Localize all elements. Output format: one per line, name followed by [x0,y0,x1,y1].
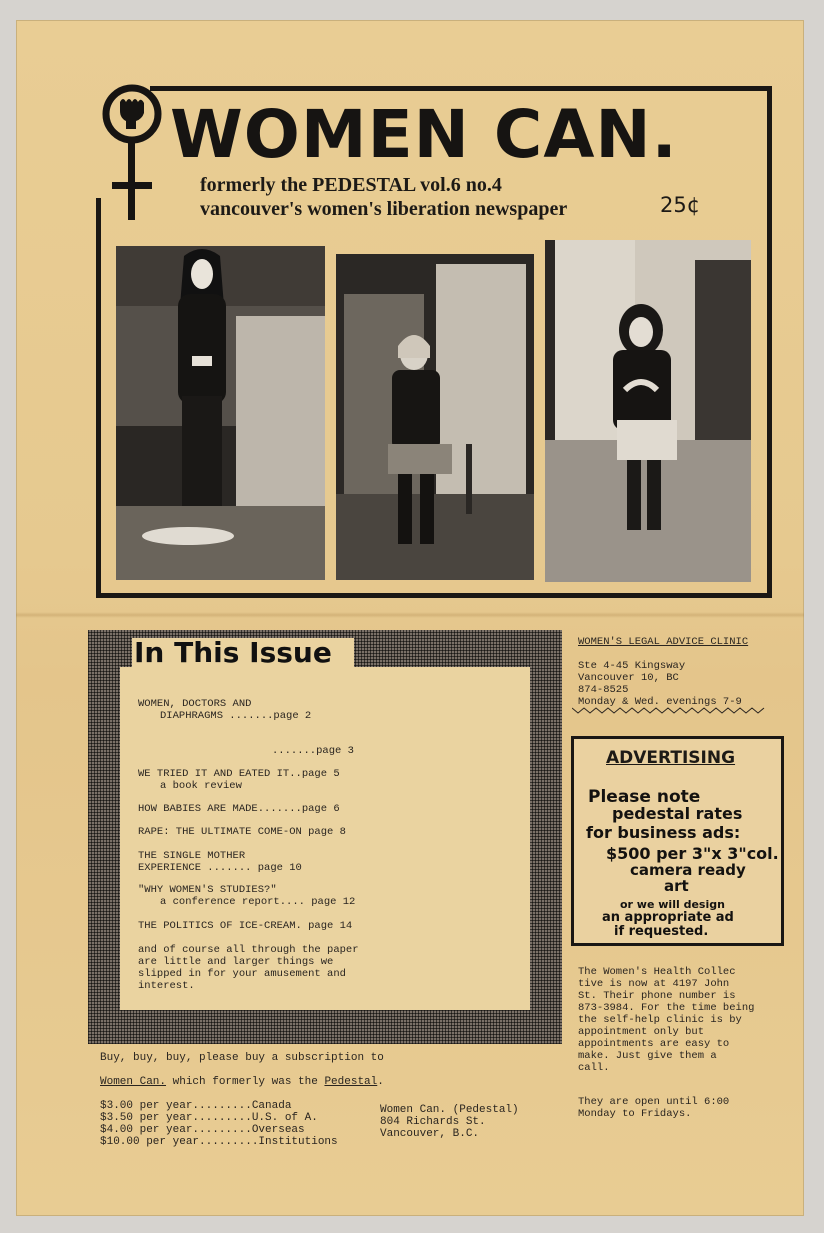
ad-text-line: camera ready [630,861,746,879]
subscription-rate: $10.00 per year.........Institutions [100,1136,338,1148]
health-collective-line: call. [578,1062,610,1074]
toc-note: and of course all through the paper [138,944,359,956]
toc-item: a conference report.... page 12 [160,896,356,908]
toc-note: interest. [138,980,195,992]
legal-clinic-line: Monday & Wed. evenings 7-9 [578,696,742,708]
paper-name-pedestal: Pedestal [324,1076,378,1088]
toc-item: a book review [160,780,242,792]
wavy-divider [572,706,768,714]
health-collective-line: St. Their phone number is [578,990,736,1002]
toc-item: THE POLITICS OF ICE-CREAM. page 14 [138,920,353,932]
health-collective-line: appointment only but [578,1026,705,1038]
toc-item: DIAPHRAGMS .......page 2 [160,710,312,722]
subscription-rate: $4.00 per year.........Overseas [100,1124,305,1136]
toc-item: HOW BABIES ARE MADE.......page 6 [138,803,340,815]
ad-text-line: art [664,877,689,895]
toc-note: are little and larger things we [138,956,334,968]
health-collective-hours: Monday to Fridays. [578,1108,692,1120]
page-fold [16,612,804,618]
ad-text-line: if requested. [614,924,709,939]
advertising-title: ADVERTISING [606,748,736,768]
health-collective-line: tive is now at 4197 John [578,978,730,990]
masthead-title: WOMEN CAN. [170,96,678,173]
legal-clinic-line: Vancouver 10, BC [578,672,679,684]
subscription-pitch-connector: which formerly was the [166,1076,325,1088]
venus-fist-logo-icon [98,80,166,226]
paper-name-women-can: Women Can. [100,1076,167,1088]
toc-item: WOMEN, DOCTORS AND [138,698,252,710]
masthead-frame-left [96,198,101,598]
legal-clinic-title: WOMEN'S LEGAL ADVICE CLINIC [578,636,749,648]
health-collective-line: appointments are easy to [578,1038,730,1050]
toc-item: RAPE: THE ULTIMATE COME-ON page 8 [138,826,346,838]
subscription-pitch-period: . [377,1076,384,1088]
health-collective-line: The Women's Health Collec [578,966,736,978]
ad-text-line: Please note [588,787,701,807]
legal-clinic-line: Ste 4-45 Kingsway [578,660,686,672]
photo-standing-woman [116,246,325,580]
in-this-issue-heading: In This Issue [134,636,332,669]
mailing-address-line: Women Can. (Pedestal) [380,1104,519,1116]
mailing-address-line: Vancouver, B.C. [380,1128,480,1140]
health-collective-line: make. Just give them a [578,1050,717,1062]
photo-seated-woman-right [545,240,751,582]
ad-text-line: an appropriate ad [602,910,734,925]
toc-note: slipped in for your amusement and [138,968,346,980]
health-collective-line: the self-help clinic is by [578,1014,742,1026]
mailing-address-line: 804 Richards St. [380,1116,486,1128]
masthead-frame-top [150,86,772,91]
ad-text-line: $500 per 3"x 3"col. [606,844,779,863]
legal-clinic-line: 874-8525 [578,684,629,696]
toc-item: EXPERIENCE ....... page 10 [138,862,302,874]
ad-text-line: for business ads: [586,823,741,842]
masthead-frame-right [767,86,772,598]
subscription-pitch-2 [100,1076,384,1088]
masthead-subtitle-former-name: formerly the PEDESTAL vol.6 no.4 [200,174,502,196]
issue-price: 25¢ [660,193,701,217]
subscription-pitch: Buy, buy, buy, please buy a subscription to [100,1052,384,1064]
subscription-rate: $3.00 per year.........Canada [100,1100,292,1112]
photo-seated-woman-center [336,254,534,580]
ad-text-line: pedestal rates [612,804,743,823]
subscription-rate: $3.50 per year.........U.S. of A. [100,1112,318,1124]
toc-item: WE TRIED IT AND EATED IT..page 5 [138,768,340,780]
ad-text-line: or we will design [620,898,725,911]
masthead-subtitle-tagline: vancouver's women's liberation newspaper [200,198,568,220]
toc-item: THE SINGLE MOTHER [138,850,246,862]
masthead-frame-bottom [96,593,772,598]
toc-item: .......page 3 [272,745,354,757]
health-collective-hours: They are open until 6:00 [578,1096,730,1108]
health-collective-line: 873-3984. For the time being [578,1002,755,1014]
toc-item: "WHY WOMEN'S STUDIES?" [138,884,277,896]
